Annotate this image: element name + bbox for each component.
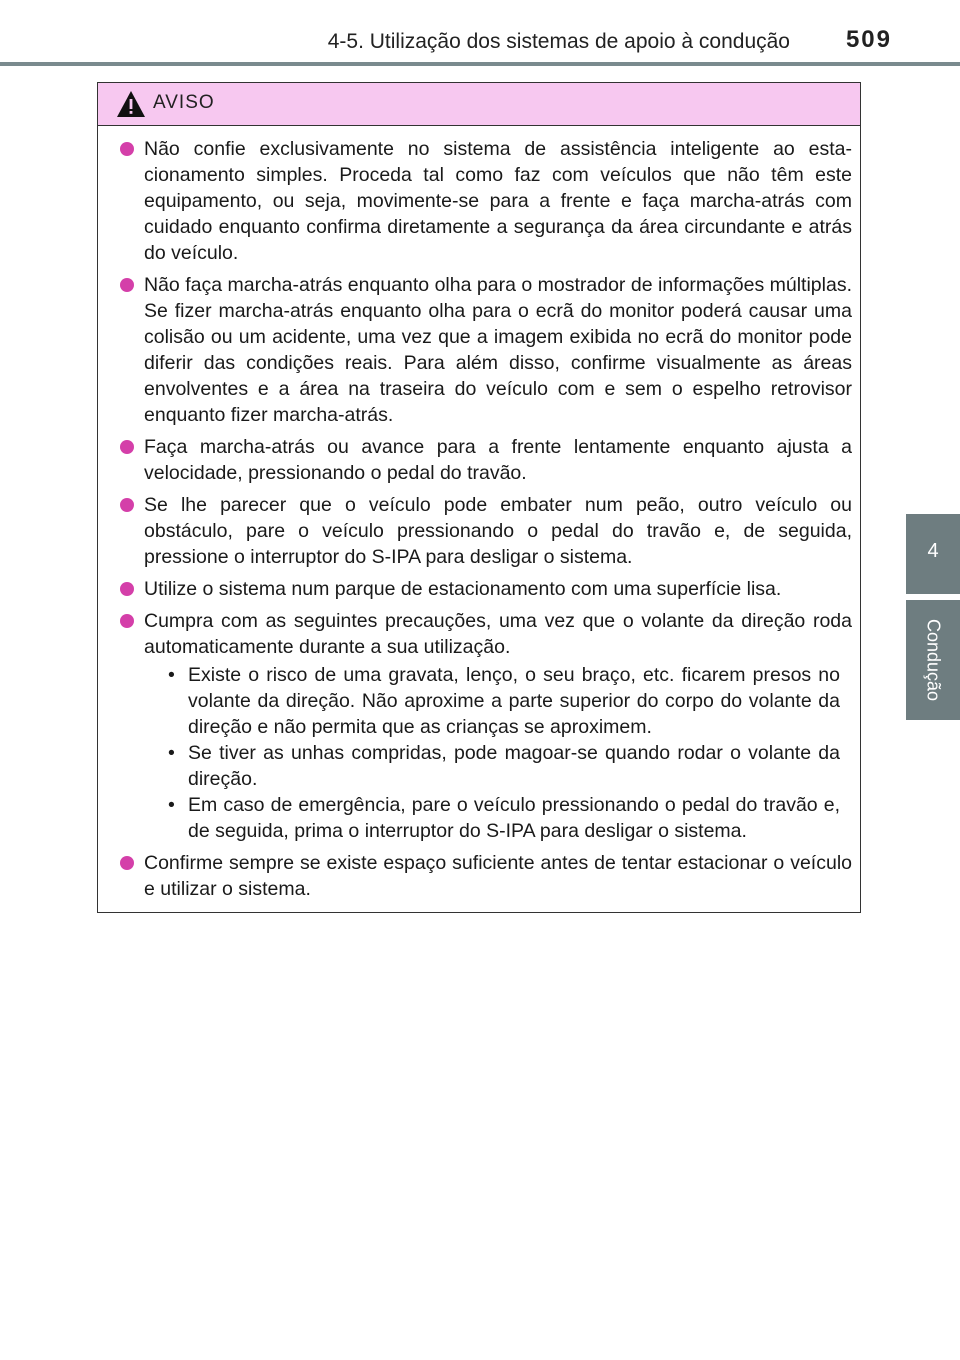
warning-title: AVISO [153, 92, 215, 113]
warning-item [120, 608, 852, 844]
bullet-icon [120, 142, 134, 156]
bullet-icon [120, 278, 134, 292]
warning-item-text: Faça marcha-atrás ou avance para a frente lentamente enquanto ajusta a velocidade, pressionando o pedal do travão. [144, 436, 852, 484]
warning-item-text: Utilize o sistema num parque de estacionamento com uma superfície lisa. [144, 578, 782, 600]
warning-item [120, 576, 852, 602]
chapter-number: 4 [927, 540, 939, 562]
sub-item-text: Se tiver as unhas compridas, pode magoar-se quando rodar o volante da direção. [188, 742, 840, 790]
sub-item [168, 662, 840, 740]
bullet-icon [120, 498, 134, 512]
sub-bullet: • [168, 664, 175, 686]
chapter-label-tab[interactable] [906, 600, 960, 720]
warning-item-text: Não faça marcha-atrás enquanto olha para o mostrador de informações múltiplas. Se fizer marcha-atrás enquanto olha para o ecrã do monitor poderá causar uma colisão ou um acidente, uma vez que a imagem exibida no ecrã do monitor pode diferir das condições reais. Para além disso, confirme visualmente as áreas envolventes e a área na traseira do veículo com e sem o espelho retrovisor enquanto fizer marcha-atrás. [144, 274, 852, 426]
chapter-tab[interactable] [906, 514, 960, 594]
sub-item-text: Existe o risco de uma gravata, lenço, o seu braço, etc. ficarem presos no volante da direção. Não aproxime a parte superior do corpo do volante da direção e não permita que as crianças se aproximem. [188, 664, 840, 738]
sub-bullet: • [168, 742, 175, 764]
sub-item [168, 792, 840, 844]
warning-item [120, 434, 852, 486]
warning-item-text: Cumpra com as seguintes precauções, uma vez que o volante da direção roda automaticamente durante a sua utilização. [144, 610, 852, 658]
warning-header [98, 83, 860, 126]
page-number: 509 [845, 26, 892, 53]
warning-item-text: Se lhe parecer que o veículo pode embater num peão, outro veículo ou obstáculo, pare o veículo pressionando o pedal do travão e, de seguida, pressione o interruptor do S-IPA para desligar o sistema. [144, 494, 852, 568]
warning-body [98, 126, 860, 902]
sub-list [168, 662, 840, 844]
bullet-icon [120, 440, 134, 454]
chapter-label: Condução [923, 618, 944, 702]
warning-triangle-icon [116, 90, 146, 118]
warning-box [97, 82, 861, 913]
sub-bullet: • [168, 794, 175, 816]
bullet-icon [120, 614, 134, 628]
page-header [0, 0, 960, 66]
bullet-icon [120, 856, 134, 870]
warning-item [120, 850, 852, 902]
warning-item-text: Confirme sempre se existe espaço suficiente antes de tentar estacionar o veículo e utilizar o sistema. [144, 852, 852, 900]
sub-item [168, 740, 840, 792]
warning-item-text: Não confie exclusivamente no sistema de assistência inteligente ao estacionamento simples. Proceda tal como faz com veículos que não têm este equipamento, ou seja, movimente-se para a frente e faça marcha-atrás com cuidado enquanto confirma diretamente a segurança da área circundante e atrás do veículo. [144, 138, 852, 264]
warning-item [120, 272, 852, 428]
header-rule [0, 62, 960, 66]
bullet-icon [120, 582, 134, 596]
warning-item [120, 136, 852, 266]
sub-item-text: Em caso de emergência, pare o veículo pressionando o pedal do travão e, de seguida, prima o interruptor do S-IPA para desligar o sistema. [188, 794, 840, 842]
section-title: 4-5. Utilização dos sistemas de apoio à condução [327, 30, 790, 53]
warning-item [120, 492, 852, 570]
